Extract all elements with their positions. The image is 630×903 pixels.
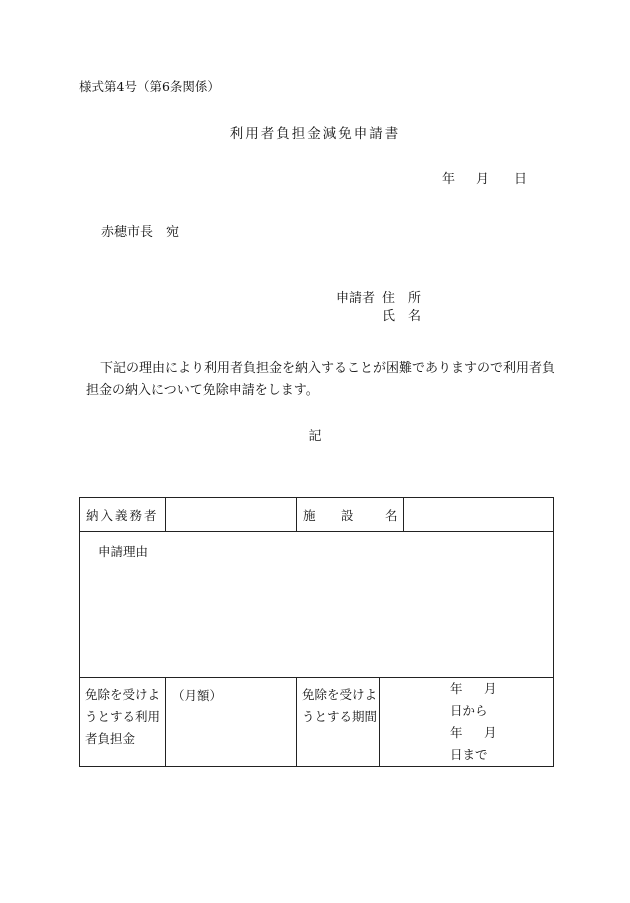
facility-label-char-3: 名 [385,507,398,523]
name-label: 氏 名 [382,309,422,325]
facility-label-char-1: 施 [303,507,316,523]
applicant-block [336,290,421,327]
reason-label: 申請理由 [98,544,149,559]
period-from-year: 年 [450,681,463,696]
date-month-label: 月 [476,172,490,187]
date-line [442,173,527,186]
period-from-month: 月 [484,681,497,696]
period-from-suffix: 日から [450,703,488,718]
applicant-address-row [336,290,421,308]
reason-row [80,532,554,678]
ki-heading: 記 [308,429,322,444]
addressee: 赤穂市長 宛 [101,225,180,240]
period-field[interactable] [380,678,554,767]
payer-facility-row [80,498,554,532]
payer-label: 納入義務者 [80,498,166,532]
date-year-label: 年 [442,172,456,187]
period-from-line [450,678,553,722]
monthly-label: （月額） [172,688,223,703]
reason-field[interactable] [80,532,554,678]
period-to-year: 年 [450,725,463,740]
period-to-month: 月 [484,725,497,740]
application-form-table [79,497,554,767]
form-reference: 様式第4号（第6条関係） [79,79,220,94]
facility-label-char-2: 設 [341,507,354,523]
period-to-line [450,722,553,766]
applicant-name-row [336,308,421,326]
request-body-text: 下記の理由により利用者負担金を納入することが困難でありますので利用者負担金の納入について免除申請をします。 [86,361,556,398]
period-to-suffix: 日まで [450,747,488,762]
payer-field[interactable] [166,498,297,532]
amount-period-row [80,678,554,767]
facility-label [297,498,404,532]
address-label: 住 所 [382,291,422,306]
document-title: 利用者負担金減免申請書 [229,126,401,142]
amount-label: 免除を受けようとする利用者負担金 [80,678,166,767]
applicant-label: 申請者 [336,291,376,306]
period-label: 免除を受けようとする期間 [297,678,380,767]
facility-field[interactable] [404,498,554,532]
monthly-amount-field[interactable] [166,678,297,767]
date-day-label: 日 [514,172,528,187]
